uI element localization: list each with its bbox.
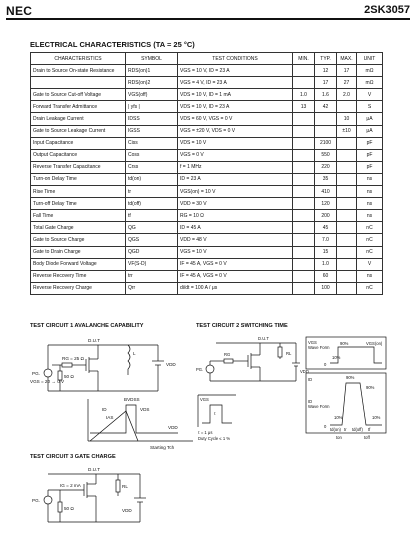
unit-cell: mΩ (357, 65, 383, 77)
typ-cell (315, 113, 337, 125)
max-cell (337, 186, 357, 198)
circuit1-vgs-label: VGS = 20 → 0 V (30, 379, 65, 384)
unit-cell: μA (357, 113, 383, 125)
characteristic-cell: Gate to Source Cut-off Voltage (31, 89, 126, 101)
table-row (31, 101, 383, 113)
min-cell (293, 270, 315, 282)
typ-cell: 60 (315, 270, 337, 282)
symbol-cell: tf (126, 210, 178, 222)
characteristic-cell (31, 77, 126, 89)
min-cell: 13 (293, 101, 315, 113)
min-cell (293, 198, 315, 210)
typ-cell: 220 (315, 161, 337, 173)
conditions-cell: VGS = 4 V, ID = 23 A (178, 77, 293, 89)
min-cell (293, 222, 315, 234)
typ-cell: 410 (315, 186, 337, 198)
characteristic-cell: Turn-off Delay Time (31, 198, 126, 210)
circuit1-title: TEST CIRCUIT 1 AVALANCHE CAPABILITY (30, 323, 144, 329)
symbol-cell: RDS(on)2 (126, 77, 178, 89)
circuit1-id-label: ID (102, 407, 107, 412)
col-header: MAX. (337, 53, 357, 65)
symbol-cell: Ciss (126, 137, 178, 149)
characteristic-cell: Gate to Source Charge (31, 234, 126, 246)
table-row (31, 234, 383, 246)
table-row (31, 258, 383, 270)
characteristic-cell: Gate to Drain Charge (31, 246, 126, 258)
circuit2-id-label: ID (308, 377, 313, 382)
characteristics-table (30, 52, 383, 295)
circuit3-pg-label: PG. (32, 498, 40, 503)
circuit2-p90b: 90% (346, 375, 355, 380)
page-header (6, 4, 410, 18)
min-cell: 1.0 (293, 89, 315, 101)
circuit1-start-label: Starting Tch (150, 445, 175, 450)
unit-cell: nC (357, 246, 383, 258)
conditions-cell: VDD = 30 V (178, 198, 293, 210)
typ-cell: 15 (315, 246, 337, 258)
unit-cell: ns (357, 210, 383, 222)
characteristic-cell: Reverse Transfer Capacitance (31, 161, 126, 173)
col-header: MIN. (293, 53, 315, 65)
conditions-cell: ID = 45 A (178, 222, 293, 234)
unit-cell: ns (357, 270, 383, 282)
circuit2-tau: τ (214, 411, 216, 416)
gate-charge-test-circuit (30, 466, 150, 538)
min-cell (293, 258, 315, 270)
typ-cell: 100 (315, 282, 337, 294)
typ-cell: 45 (315, 222, 337, 234)
characteristic-cell: Output Capacitance (31, 149, 126, 161)
conditions-cell: IF = 45 A, VGS = 0 V (178, 258, 293, 270)
unit-cell: nC (357, 282, 383, 294)
circuit1-dut-label: D.U.T (88, 338, 100, 343)
unit-cell: nC (357, 234, 383, 246)
brand-logo: NEC (6, 4, 33, 18)
symbol-cell: Crss (126, 161, 178, 173)
characteristic-cell: Gate to Source Leakage Current (31, 125, 126, 137)
max-cell: 17 (337, 65, 357, 77)
circuit2-title: TEST CIRCUIT 2 SWITCHING TIME (196, 323, 288, 329)
symbol-cell: trr (126, 270, 178, 282)
min-cell (293, 234, 315, 246)
circuit3-rl-label: RL (122, 484, 128, 489)
circuit1-pg-label: PG. (32, 371, 40, 376)
min-cell (293, 137, 315, 149)
symbol-cell: Coss (126, 149, 178, 161)
max-cell (337, 173, 357, 185)
table-row (31, 113, 383, 125)
min-cell (293, 246, 315, 258)
circuit1-rg-label: RG = 25 Ω (62, 356, 84, 361)
circuit2-tr: tr (344, 427, 347, 432)
max-cell (337, 149, 357, 161)
max-cell: 10 (337, 113, 357, 125)
circuit2-vgs-label: VGS (200, 397, 209, 402)
conditions-cell: VDS = 10 V (178, 137, 293, 149)
typ-cell: 7.0 (315, 234, 337, 246)
typ-cell: 35 (315, 173, 337, 185)
switching-test-circuit (196, 333, 388, 443)
circuit2-toff: toff (364, 435, 370, 440)
table-row (31, 210, 383, 222)
col-header: UNIT (357, 53, 383, 65)
symbol-cell: IDSS (126, 113, 178, 125)
max-cell (337, 246, 357, 258)
min-cell (293, 113, 315, 125)
symbol-cell: QG (126, 222, 178, 234)
symbol-cell: QGS (126, 234, 178, 246)
header-rule (6, 18, 410, 20)
characteristic-cell: Drain Leakage Current (31, 113, 126, 125)
max-cell (337, 234, 357, 246)
circuit2-ton: ton (336, 435, 342, 440)
table-row (31, 173, 383, 185)
typ-cell: 42 (315, 101, 337, 113)
table-header-row (31, 53, 383, 65)
characteristic-cell: Reverse Recovery Charge (31, 282, 126, 294)
circuit3-ig-label: IG = 2 mA (60, 483, 81, 488)
characteristic-cell: Input Capacitance (31, 137, 126, 149)
min-cell (293, 149, 315, 161)
symbol-cell: tr (126, 186, 178, 198)
circuit1-ias-label: IAS (106, 415, 114, 420)
table-row (31, 125, 383, 137)
circuit2-p90c: 90% (366, 385, 375, 390)
table-row (31, 222, 383, 234)
characteristic-cell: Total Gate Charge (31, 222, 126, 234)
avalanche-test-circuit (28, 333, 200, 451)
typ-cell: 2100 (315, 137, 337, 149)
max-cell (337, 270, 357, 282)
unit-cell: ns (357, 173, 383, 185)
col-header: CHARACTERISTICS (31, 53, 126, 65)
min-cell (293, 210, 315, 222)
circuit2-rg-label: RG (224, 352, 231, 357)
circuit2-duty: Duty Cycle ≤ 1 % (198, 436, 231, 441)
table-row (31, 270, 383, 282)
typ-cell: 200 (315, 210, 337, 222)
circuit2-zero1: 0 (324, 362, 327, 367)
max-cell: 2.0 (337, 89, 357, 101)
conditions-cell: IF = 45 A, VGS = 0 V (178, 270, 293, 282)
unit-cell: V (357, 89, 383, 101)
circuit3-vdd-label: VDD (122, 508, 132, 513)
min-cell (293, 65, 315, 77)
characteristic-cell: Fall Time (31, 210, 126, 222)
table-row (31, 282, 383, 294)
max-cell (337, 198, 357, 210)
table-row (31, 149, 383, 161)
circuit2-p10b: 10% (334, 415, 343, 420)
min-cell (293, 77, 315, 89)
symbol-cell: Qrr (126, 282, 178, 294)
unit-cell: mΩ (357, 77, 383, 89)
typ-cell: 1.6 (315, 89, 337, 101)
circuit2-vdd-label: VDD (300, 369, 309, 374)
min-cell (293, 173, 315, 185)
circuit2-id-wave-label: ID (308, 399, 313, 404)
characteristic-cell: Turn-on Delay Time (31, 173, 126, 185)
max-cell (337, 210, 357, 222)
table-row (31, 89, 383, 101)
unit-cell: pF (357, 149, 383, 161)
characteristic-cell: Rise Time (31, 186, 126, 198)
col-header: TEST CONDITIONS (178, 53, 293, 65)
symbol-cell: VGS(off) (126, 89, 178, 101)
conditions-cell: VDS = 10 V, ID = 1 mA (178, 89, 293, 101)
circuit3-r50-label: 50 Ω (64, 506, 74, 511)
conditions-cell: VGS = 0 V (178, 149, 293, 161)
unit-cell: pF (357, 137, 383, 149)
circuit2-tf: tf (368, 427, 371, 432)
circuit2-dut-label: D.U.T (258, 336, 269, 341)
max-cell: ±10 (337, 125, 357, 137)
circuit3-dut-label: D.U.T (88, 467, 100, 472)
max-cell (337, 258, 357, 270)
circuit2-rl-label: RL (286, 351, 292, 356)
conditions-cell: VGS = 10 V (178, 246, 293, 258)
characteristic-cell: Drain to Source On-state Resistance (31, 65, 126, 77)
circuit2-vgs-on: VGS(on) (366, 341, 383, 346)
typ-cell: 17 (315, 77, 337, 89)
min-cell (293, 161, 315, 173)
table-row (31, 65, 383, 77)
circuit2-td-on: td(on) (330, 427, 341, 432)
circuit1-bvdss-label: BVDSS (124, 397, 140, 402)
circuit2-wave-form2-label: Wave Form (308, 404, 330, 409)
unit-cell: μA (357, 125, 383, 137)
circuit1-vdd-label: VDD (166, 362, 176, 367)
col-header: SYMBOL (126, 53, 178, 65)
conditions-cell: f = 1 MHz (178, 161, 293, 173)
min-cell (293, 282, 315, 294)
circuit1-r50-label: 50 Ω (64, 374, 74, 379)
table-row (31, 186, 383, 198)
conditions-cell: VDS = 60 V, VGS = 0 V (178, 113, 293, 125)
symbol-cell: IGSS (126, 125, 178, 137)
circuit1-vdd2-label: VDD (168, 425, 178, 430)
unit-cell: S (357, 101, 383, 113)
characteristic-cell: Forward Transfer Admittance (31, 101, 126, 113)
circuit2-p90a: 90% (340, 341, 349, 346)
symbol-cell: | yfs | (126, 101, 178, 113)
max-cell (337, 101, 357, 113)
typ-cell: 550 (315, 149, 337, 161)
unit-cell: ns (357, 186, 383, 198)
circuit2-zero2: 0 (324, 424, 327, 429)
symbol-cell: td(on) (126, 173, 178, 185)
min-cell (293, 186, 315, 198)
conditions-cell: VDS = 10 V, ID = 23 A (178, 101, 293, 113)
conditions-cell: VGS(on) = 10 V (178, 186, 293, 198)
section-title: ELECTRICAL CHARACTERISTICS (TA = 25 °C) (30, 40, 195, 49)
unit-cell: ns (357, 198, 383, 210)
conditions-cell: RG = 10 Ω (178, 210, 293, 222)
typ-cell: 1.0 (315, 258, 337, 270)
symbol-cell: VF(S-D) (126, 258, 178, 270)
table-row (31, 198, 383, 210)
circuit2-p10a: 10% (332, 355, 341, 360)
circuit1-l-label: L (133, 351, 136, 356)
symbol-cell: RDS(on)1 (126, 65, 178, 77)
typ-cell (315, 125, 337, 137)
symbol-cell: QGD (126, 246, 178, 258)
table-row (31, 137, 383, 149)
unit-cell: pF (357, 161, 383, 173)
conditions-cell: VGS = ±20 V, VDS = 0 V (178, 125, 293, 137)
characteristic-cell: Body Diode Forward Voltage (31, 258, 126, 270)
col-header: TYP. (315, 53, 337, 65)
circuit2-pg-label: PG. (196, 367, 204, 372)
conditions-cell: VDD = 48 V (178, 234, 293, 246)
conditions-cell: ID = 23 A (178, 173, 293, 185)
max-cell (337, 137, 357, 149)
table-row (31, 246, 383, 258)
min-cell (293, 125, 315, 137)
characteristic-cell: Reverse Recovery Time (31, 270, 126, 282)
max-cell: 27 (337, 77, 357, 89)
conditions-cell: VGS = 10 V, ID = 23 A (178, 65, 293, 77)
circuit3-title: TEST CIRCUIT 3 GATE CHARGE (30, 454, 116, 460)
circuit2-tau-note: τ = 1 μs (198, 430, 213, 435)
symbol-cell: td(off) (126, 198, 178, 210)
max-cell (337, 282, 357, 294)
circuit2-td-off: td(off) (352, 427, 363, 432)
typ-cell: 120 (315, 198, 337, 210)
typ-cell: 12 (315, 65, 337, 77)
circuit2-vgs-wave-label: VGS (308, 340, 317, 345)
circuit1-vds-label: VDS (140, 407, 150, 412)
circuit2-p10c: 10% (372, 415, 381, 420)
max-cell (337, 222, 357, 234)
table-row (31, 77, 383, 89)
conditions-cell: di/dt = 100 A / μs (178, 282, 293, 294)
max-cell (337, 161, 357, 173)
unit-cell: nC (357, 222, 383, 234)
part-number: 2SK3057 (364, 4, 410, 16)
unit-cell: V (357, 258, 383, 270)
circuit2-wave-form-label: Wave Form (308, 345, 330, 350)
table-row (31, 161, 383, 173)
